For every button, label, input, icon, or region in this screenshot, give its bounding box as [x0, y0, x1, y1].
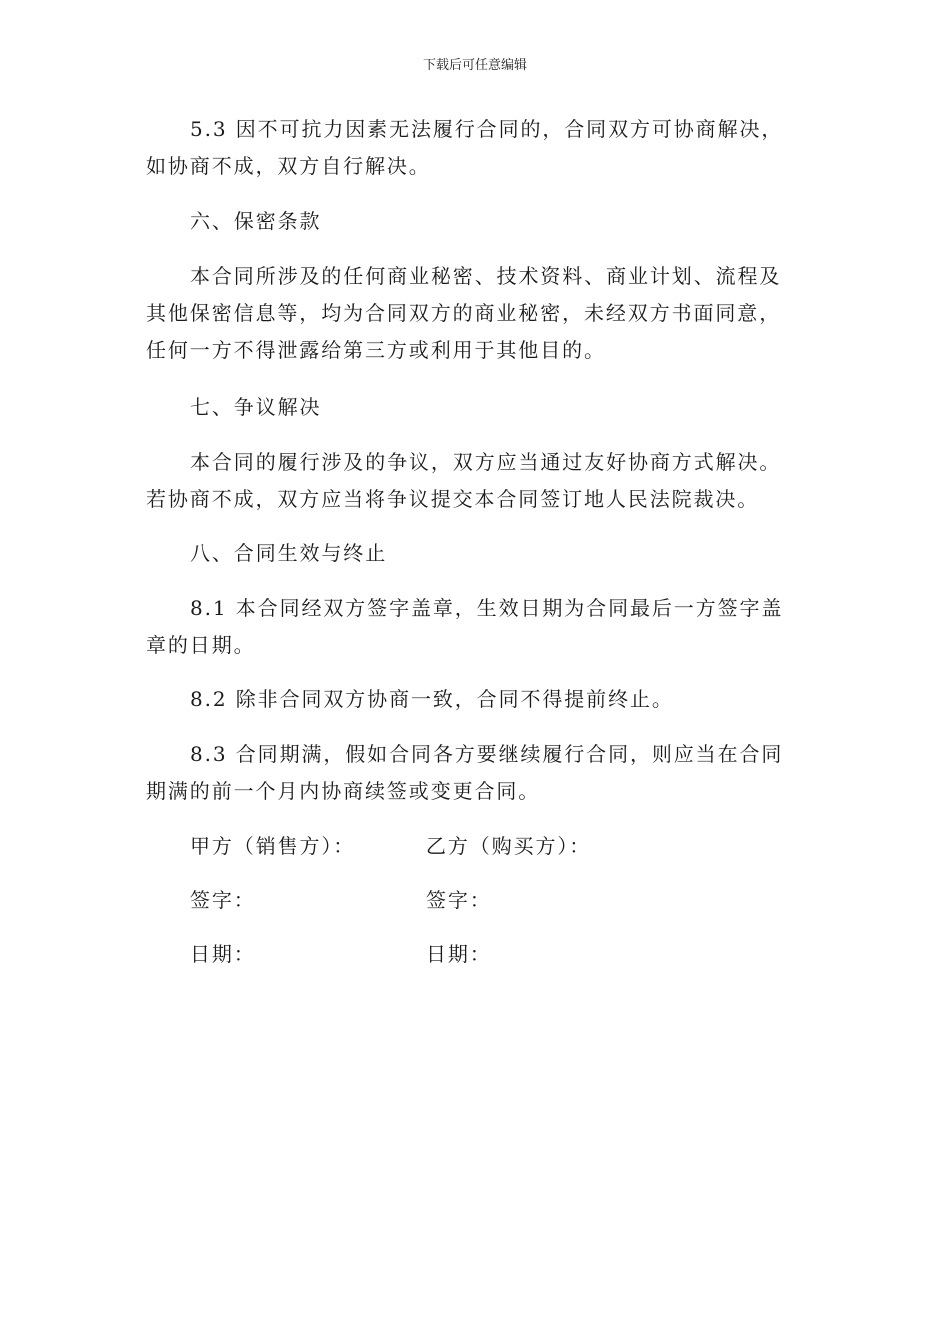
clause-confidentiality: 本合同所涉及的任何商业秘密、技术资料、商业计划、流程及其他保密信息等，均为合同双方的商业秘密，未经双方书面同意，任何一方不得泄露给第三方或利用于其他目的。 — [146, 264, 782, 362]
signature-party-row — [190, 828, 790, 865]
page-header: 下载后可任意编辑 — [422, 58, 527, 73]
party-b-sign-label: 签字： — [426, 888, 492, 912]
section-heading-confidentiality: 六、保密条款 — [190, 209, 322, 233]
clause-dispute: 本合同的履行涉及的争议，双方应当通过友好协商方式解决。若协商不成，双方应当将争议提交本合同签订地人民法院裁决。 — [146, 450, 782, 511]
section-heading-effect-termination: 八、合同生效与终止 — [190, 541, 388, 565]
party-b-label: 乙方（购买方）： — [426, 834, 592, 858]
party-b-date-label: 日期： — [426, 942, 492, 966]
party-a-sign-label: 签字： — [190, 888, 256, 912]
party-a-label: 甲方（销售方）： — [190, 834, 356, 858]
party-a-date-label: 日期： — [190, 942, 256, 966]
signature-sign-row — [190, 882, 790, 919]
signature-date-row — [190, 936, 790, 973]
section-heading-dispute: 七、争议解决 — [190, 395, 322, 419]
clause-5-3: 5.3 因不可抗力因素无法履行合同的，合同双方可协商解决，如协商不成，双方自行解决。 — [146, 117, 784, 178]
clause-8-1: 8.1 本合同经双方签字盖章，生效日期为合同最后一方签字盖章的日期。 — [146, 596, 784, 657]
clause-8-3: 8.3 合同期满，假如合同各方要继续履行合同，则应当在合同期满的前一个月内协商续签或变更合同。 — [146, 742, 784, 803]
clause-8-2: 8.2 除非合同双方协商一致，合同不得提前终止。 — [190, 687, 674, 711]
